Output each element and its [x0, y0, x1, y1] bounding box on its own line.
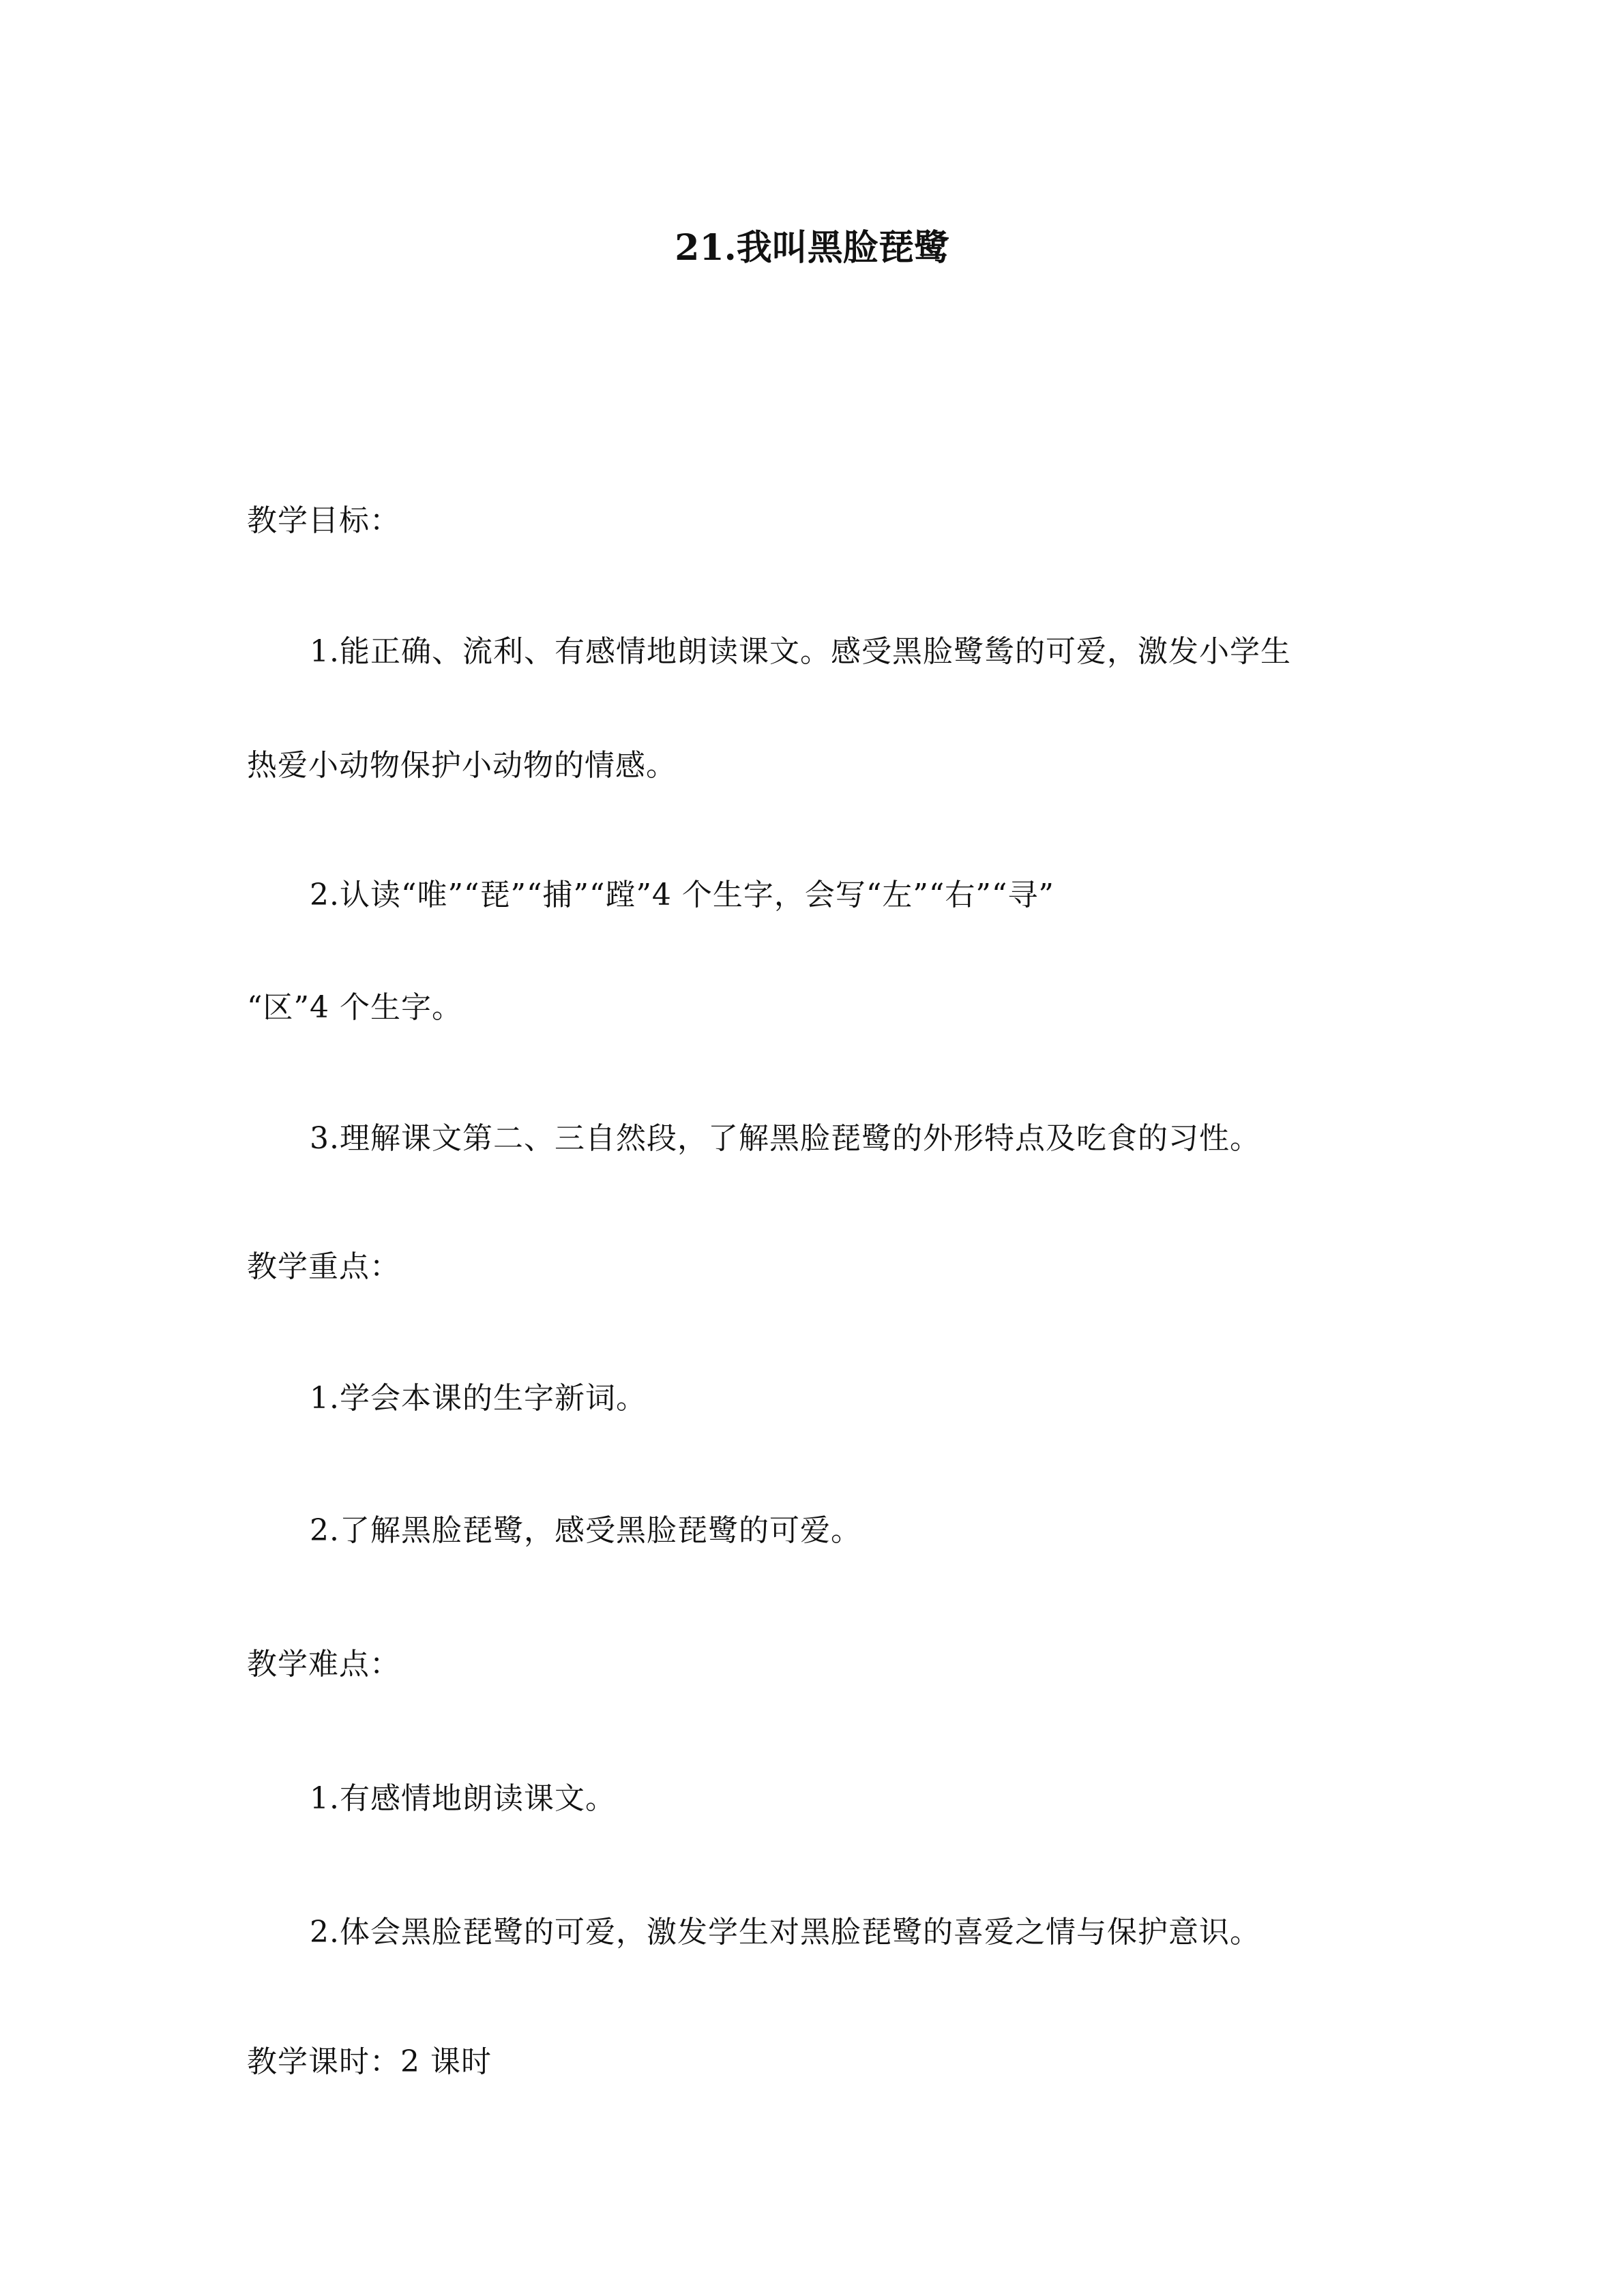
key-point-1: 1.学会本课的生字新词。 — [310, 1381, 647, 1416]
key-points-heading: 教学重点： — [247, 1249, 400, 1284]
difficulty-1: 1.有感情地朗读课文。 — [310, 1781, 616, 1816]
objective-1-line-1: 1.能正确、流利、有感情地朗读课文。感受黑脸鹭鸶的可爱，激发小学生 — [310, 634, 1291, 669]
document-title: 21.我叫黑脸琵鹭 — [675, 227, 949, 269]
difficulties-heading: 教学难点： — [247, 1647, 400, 1682]
class-hours: 教学课时：2 课时 — [247, 2044, 492, 2079]
difficulty-2: 2.体会黑脸琵鹭的可爱，激发学生对黑脸琵鹭的喜爱之情与保护意识。 — [310, 1915, 1260, 1950]
objective-2-line-2: “区”4 个生字。 — [247, 990, 462, 1025]
objective-1-line-2: 热爱小动物保护小动物的情感。 — [247, 748, 677, 783]
objective-3: 3.理解课文第二、三自然段，了解黑脸琵鹭的外形特点及吃食的习性。 — [310, 1121, 1260, 1156]
objective-2-line-1: 2.认读“唯”“琵”“捕”“蹚”4 个生字，会写“左”“右”“寻” — [310, 878, 1054, 912]
key-point-2: 2.了解黑脸琵鹭，感受黑脸琵鹭的可爱。 — [310, 1513, 861, 1548]
objectives-heading: 教学目标： — [247, 503, 400, 538]
